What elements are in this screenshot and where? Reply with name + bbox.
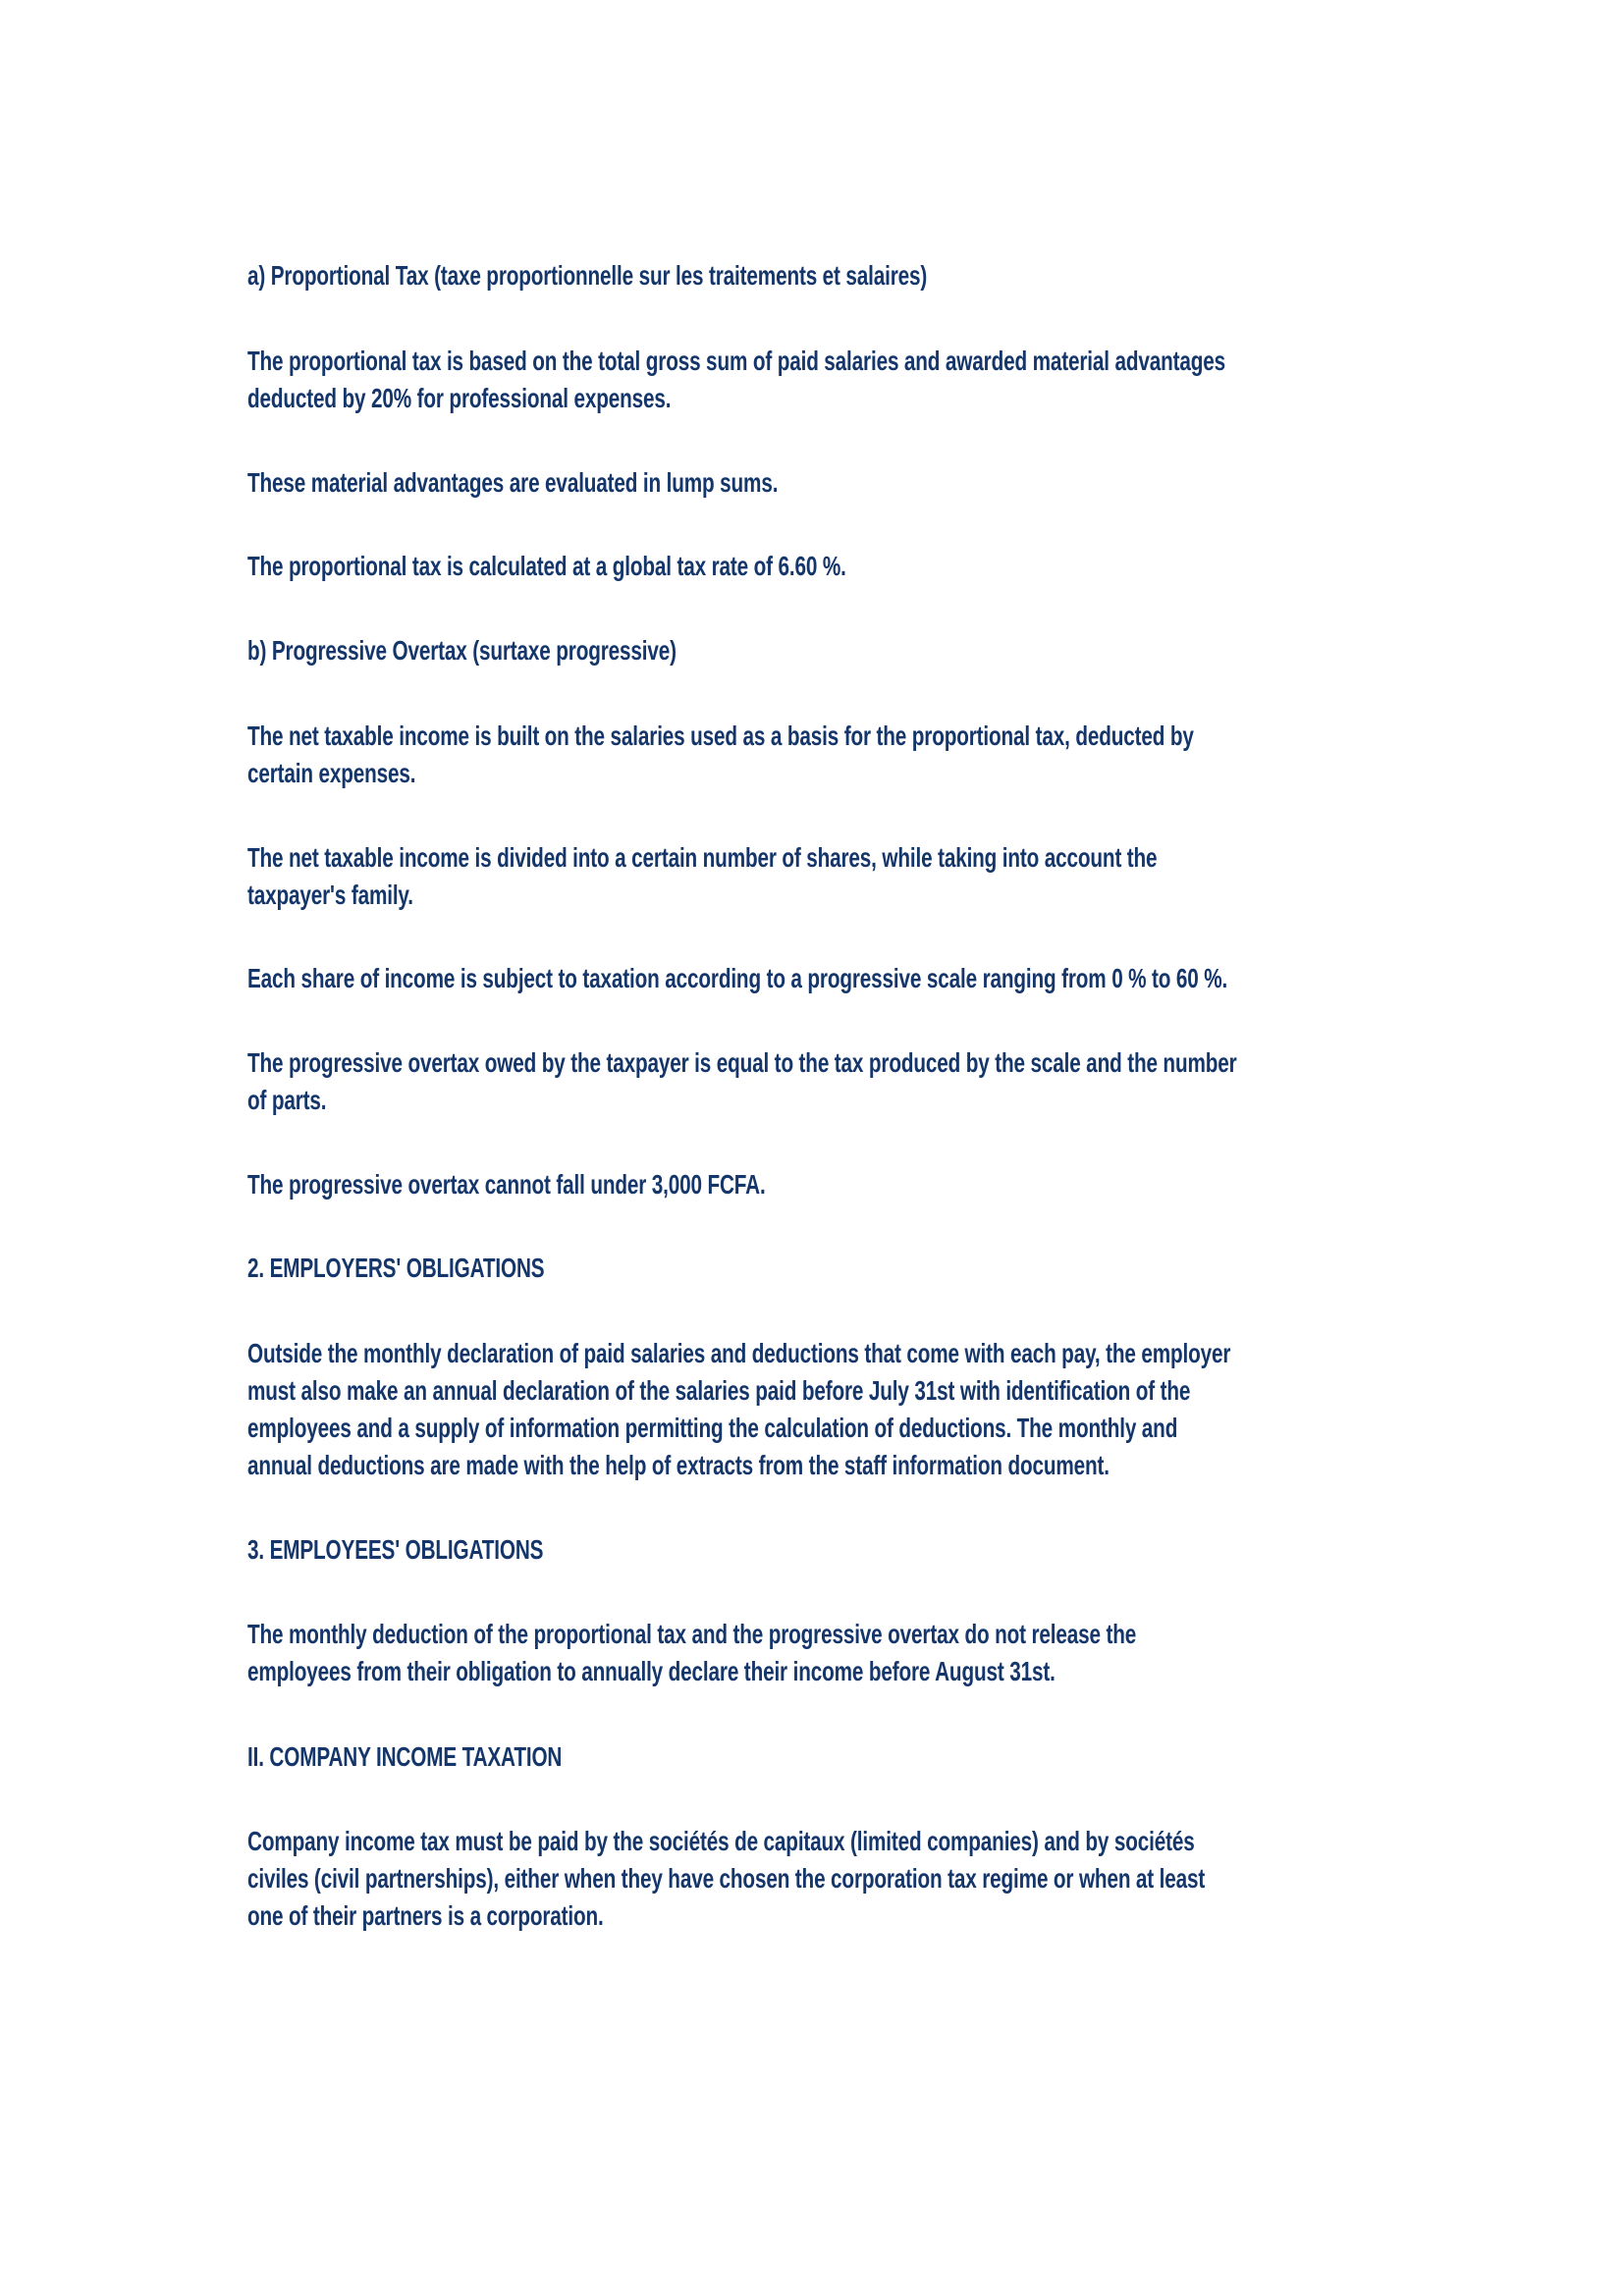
text-line: The proportional tax is calculated at a global tax rate of 6.60 %. (247, 551, 846, 581)
text-line: II. COMPANY INCOME TAXATION (247, 1741, 563, 1772)
paragraph-company-income-tax (247, 1823, 1205, 1935)
text-line: deducted by 20% for professional expenses. (247, 383, 672, 413)
paragraph-overtax-owed (247, 1044, 1237, 1119)
section-heading-employers-obligations (247, 1250, 544, 1287)
text-line: civiles (civil partnerships), either when they have chosen the corporation tax regime or when at least (247, 1863, 1206, 1894)
section-heading-company-income-taxation (247, 1738, 562, 1776)
text-line: Outside the monthly declaration of paid salaries and deductions that come with each pay, the employer (247, 1338, 1231, 1368)
text-line: 2. EMPLOYERS' OBLIGATIONS (247, 1253, 545, 1283)
paragraph-shares (247, 839, 1157, 914)
text-line: The net taxable income is built on the salaries used as a basis for the proportional tax, deducted by (247, 721, 1194, 751)
text-line: The net taxable income is divided into a certain number of shares, while taking into account the (247, 842, 1158, 873)
subheading-proportional-tax (247, 257, 927, 294)
paragraph-employers-obligations (247, 1335, 1230, 1484)
paragraph-overtax-minimum (247, 1166, 766, 1203)
text-line: 3. EMPLOYEES' OBLIGATIONS (247, 1534, 544, 1565)
text-line: employees from their obligation to annually declare their income before August 31st. (247, 1656, 1056, 1686)
text-line: must also make an annual declaration of the salaries paid before July 31st with identification of the (247, 1375, 1191, 1406)
text-line: b) Progressive Overtax (surtaxe progressive) (247, 635, 677, 666)
text-line: employees and a supply of information permitting the calculation of deductions. The monthly and (247, 1413, 1178, 1443)
paragraph-net-taxable-income (247, 718, 1194, 792)
paragraph-tax-rate (247, 548, 846, 585)
text-line: annual deductions are made with the help of extracts from the staff information document. (247, 1450, 1110, 1480)
section-heading-employees-obligations (247, 1531, 543, 1569)
text-line: The progressive overtax cannot fall under 3,000 FCFA. (247, 1169, 766, 1200)
text-line: Company income tax must be paid by the sociétés de capitaux (limited companies) and by sociétés (247, 1826, 1195, 1856)
text-line: a) Proportional Tax (taxe proportionnelle sur les traitements et salaires) (247, 260, 928, 291)
text-line: The proportional tax is based on the total gross sum of paid salaries and awarded material advantages (247, 346, 1225, 376)
paragraph-material-advantages (247, 464, 778, 502)
text-line: These material advantages are evaluated in lump sums. (247, 467, 779, 498)
text-line: one of their partners is a corporation. (247, 1900, 604, 1931)
paragraph-proportional-tax-basis (247, 343, 1225, 417)
text-line: The monthly deduction of the proportional tax and the progressive overtax do not release the (247, 1619, 1137, 1649)
paragraph-progressive-scale (247, 960, 1227, 997)
subheading-progressive-overtax (247, 632, 677, 669)
text-line: Each share of income is subject to taxation according to a progressive scale ranging from 0 % to 60 %. (247, 963, 1228, 993)
paragraph-employees-obligations (247, 1616, 1136, 1690)
text-line: of parts. (247, 1085, 327, 1115)
text-line: taxpayer's family. (247, 880, 413, 910)
text-line: certain expenses. (247, 758, 416, 788)
text-line: The progressive overtax owed by the taxpayer is equal to the tax produced by the scale and the number (247, 1047, 1237, 1078)
